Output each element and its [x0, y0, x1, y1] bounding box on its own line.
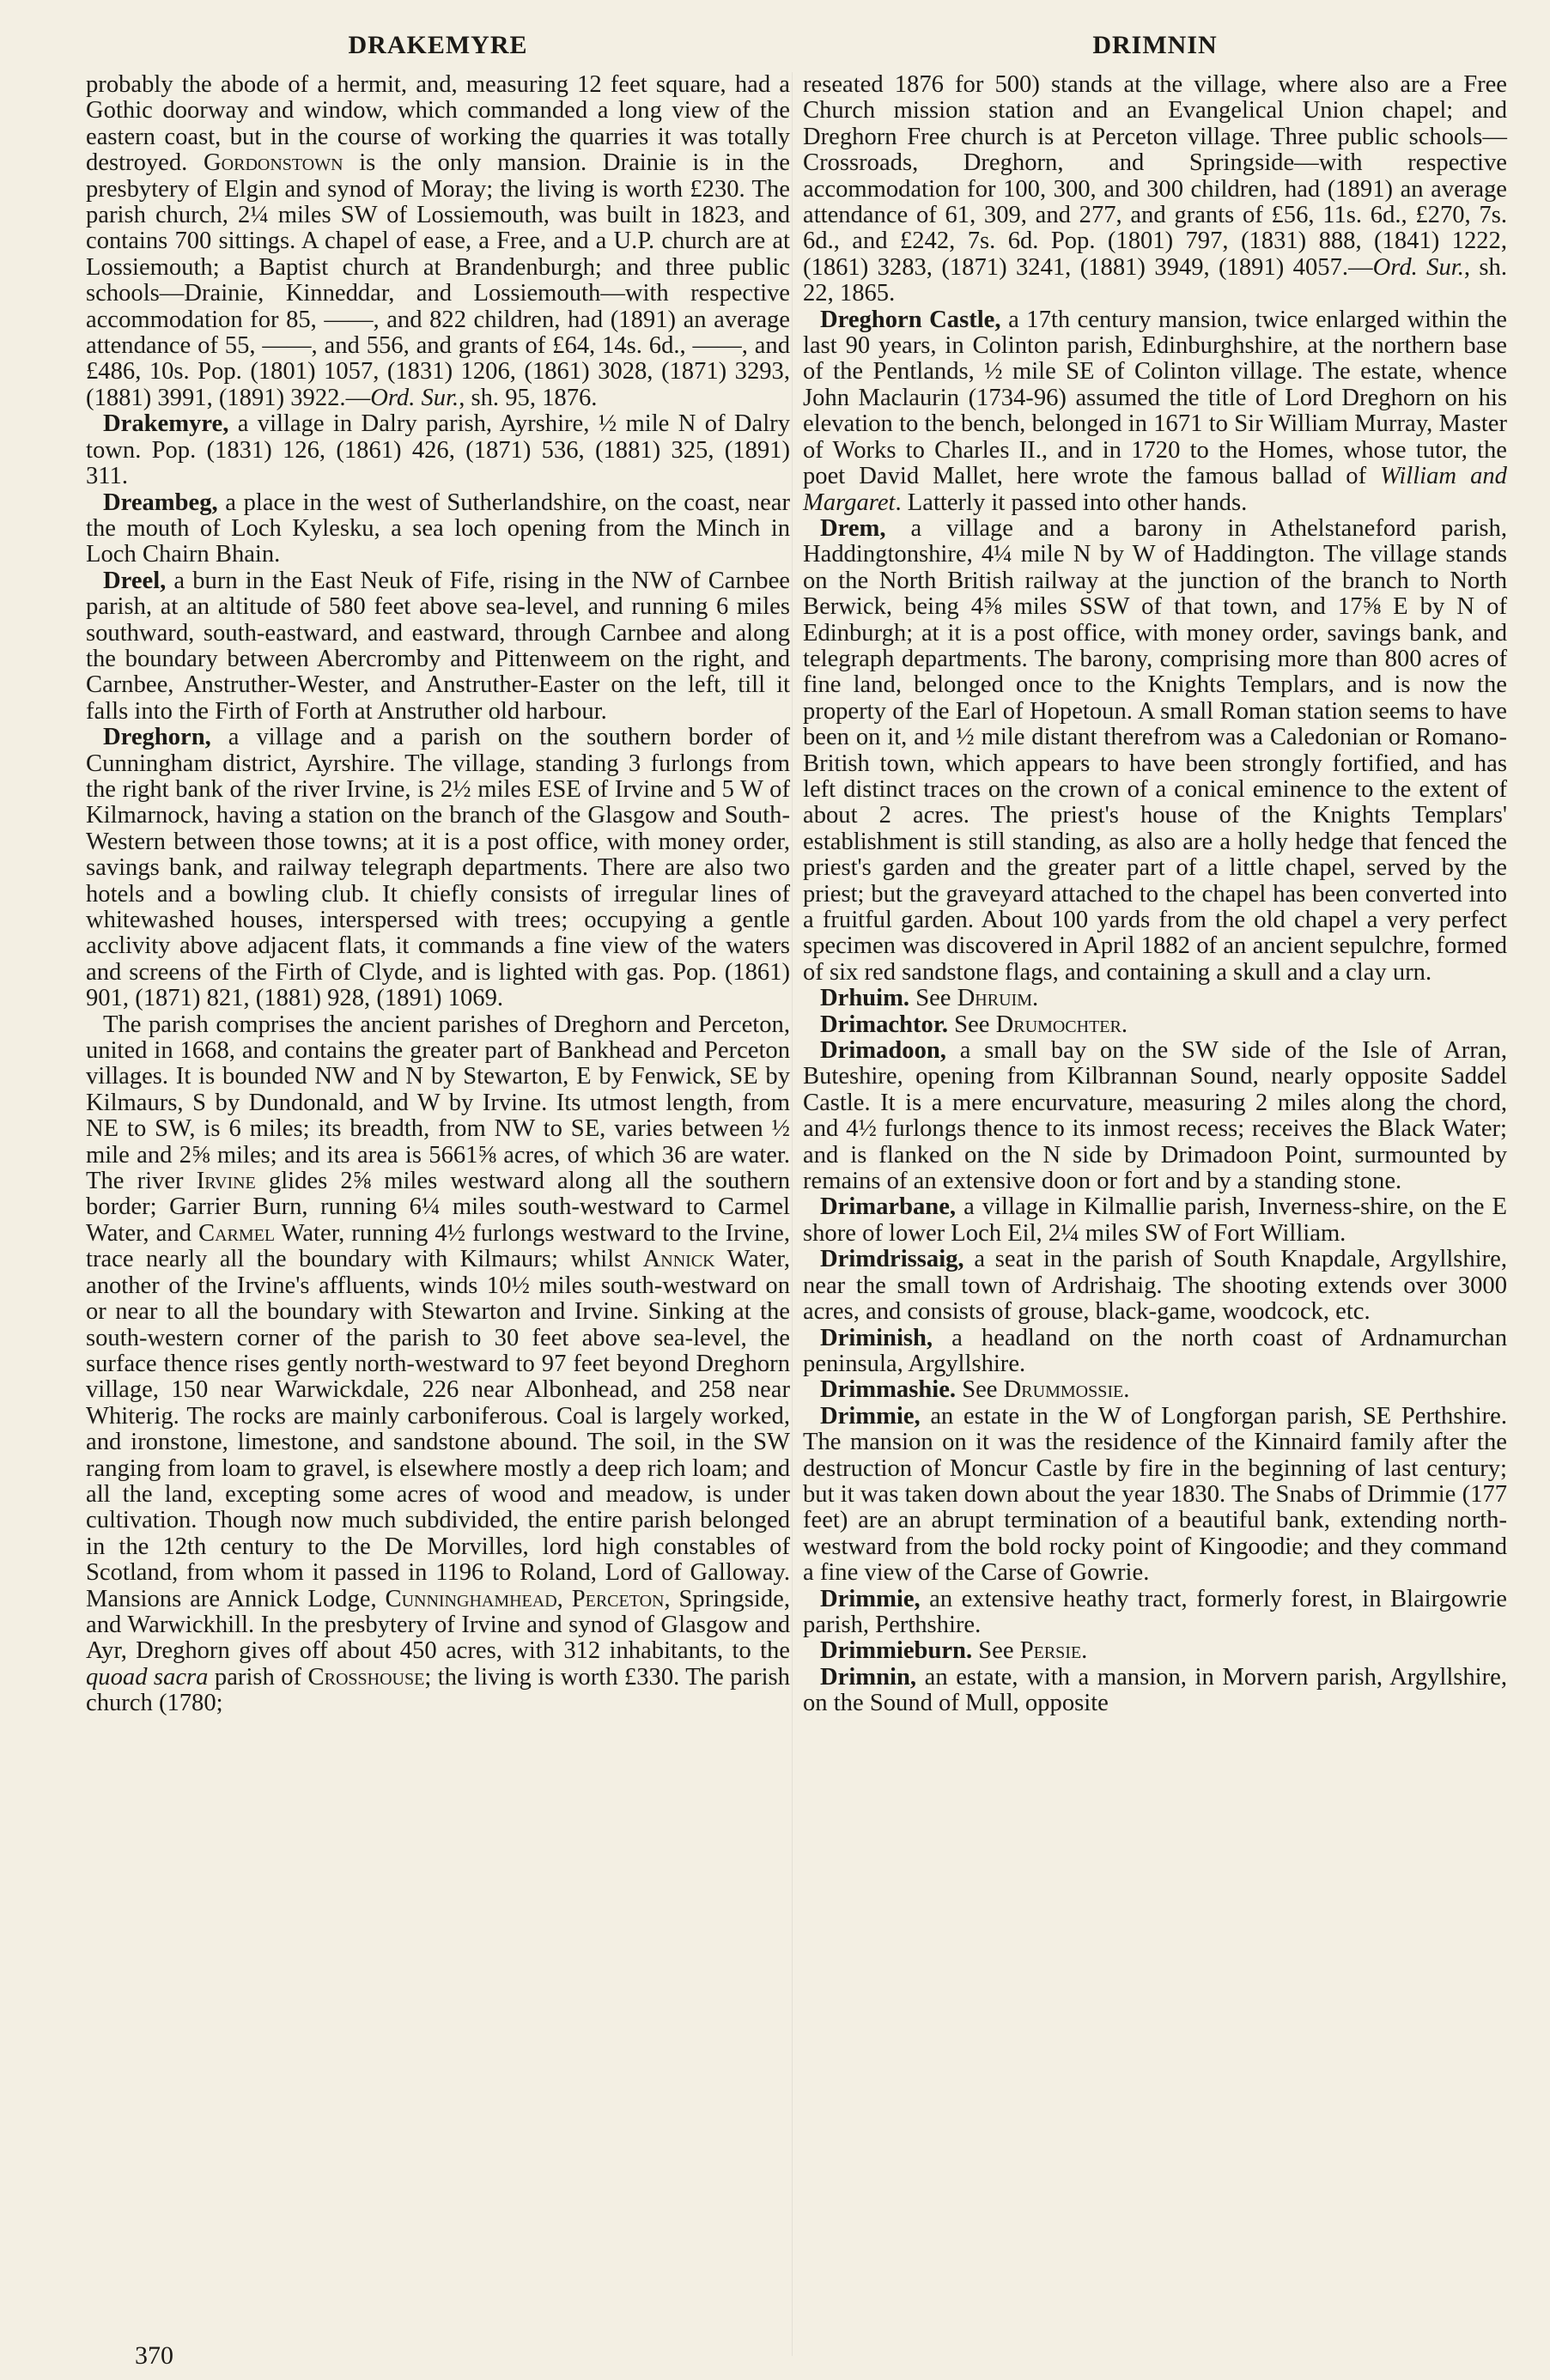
headword: Drimmie,	[820, 1402, 921, 1430]
headword: Drimarbane,	[820, 1193, 957, 1221]
entry-dreel: Dreel, a burn in the East Neuk of Fife, rising in the NW of Carnbee parish, at an altitude of 580 feet above sea-level, and running 6 miles southward, south-eastward, and eastward, through Carnbee and along the boundary between Abercromby and Pittenweem on the right, and Carnbee, Anstruther-Wester, and Anstruther-Easter on the left, till it falls into the Firth of Forth at Anstruther old harbour.	[86, 567, 790, 725]
headword: Dreel,	[103, 567, 167, 594]
entry-drimmashie: Drimmashie. See Drummossie.	[820, 1376, 1130, 1404]
headword: Driminish,	[820, 1324, 933, 1351]
entry-drimnin: Drimnin, an estate, with a mansion, in Morvern parish, Argyllshire, on the Sound of Mull, opposite	[803, 1663, 1507, 1717]
entry-dreghorn-castle: Dreghorn Castle, a 17th century mansion, twice enlarged within the last 90 years, in Colinton parish, Edinburghshire, at the northern base of the Pentlands, ½ mile SE of Colinton village. The estate, whence John Maclaurin (1734-96) assumed the title of Lord Dreghorn on his elevation to the bench, belonged in 1671 to Sir William Murray, Master of Works to Charles II., and in 1720 to the Homes, whose tutor, the poet David Mallet, here wrote the famous ballad of William and Margaret. Latterly it passed into other hands.	[803, 306, 1507, 516]
entry-drimmie-estate: Drimmie, an estate in the W of Longforgan parish, SE Perthshire. The mansion on it was the residence of the Kinnaird family after the destruction of Moncur Castle by fire in the beginning of last century; but it was taken down about the year 1830. The Snabs of Drimmie (177 feet) are an abrupt termination of a beautiful bank, extending north-westward from the bold rocky point of Kingoodie; and they command a fine view of the Carse of Gowrie.	[803, 1402, 1507, 1587]
entry-drimadoon: Drimadoon, a small bay on the SW side of the Isle of Arran, Buteshire, opening from Kilbrannan Sound, nearly opposite Saddel Castle. It is a mere encurvature, measuring 2 miles along the chord, and 4½ furlongs thence to its inmost recess; receives the Black Water; and is flanked on the N side by Drimadoon Point, surmounted by remains of an extensive doon or fort and by a standing stone.	[803, 1037, 1507, 1195]
headword: Dreghorn Castle,	[820, 306, 1001, 333]
headword: Drakemyre,	[103, 410, 229, 438]
entry-drimarbane: Drimarbane, a village in Kilmallie parish, Inverness-shire, on the E shore of lower Loch Eil, 2¼ miles SW of Fort William.	[803, 1193, 1507, 1247]
entry-drimmieburn: Drimmieburn. See Persie.	[820, 1637, 1088, 1665]
column-gutter	[792, 72, 793, 2356]
headword: Drimachtor.	[820, 1011, 949, 1038]
headword: Drimdrissaig,	[820, 1246, 964, 1273]
left-column	[86, 72, 790, 1717]
entry-drimdrissaig: Drimdrissaig, a seat in the parish of South Knapdale, Argyllshire, near the small town of Ardrishaig. The shooting extends over 3000 acres, and consists of grouse, black-game, woodcock, etc.	[803, 1246, 1507, 1326]
entry-dreghorn: Dreghorn, a village and a parish on the southern border of Cunningham district, Ayrshire. The village, standing 3 furlongs from the right bank of the river Irvine, is 2½ miles ESE of Irvine and 5 W of Kilmarnock, having a station on the branch of the Glasgow and South-Western between those towns; at it is a post office, with money order, savings bank, and railway telegraph departments. There are also two hotels and a bowling club. It chiefly consists of irregular lines of whitewashed houses, interspersed with trees; occupying a gentle acclivity above adjacent flats, it commands a fine view of the waters and screens of the Firth of Clyde, and is lighted with gas. Pop. (1861) 901, (1871) 821, (1881) 928, (1891) 1069.	[86, 724, 790, 1012]
continued-paragraph: reseated 1876 for 500) stands at the village, where also are a Free Church mission station and an Evangelical Union chapel; and Dreghorn Free church is at Perceton village. Three public schools—Crossroads, Dreghorn, and Springside—with respective accommodation for 100, 300, and 300 children, had (1891) an average attendance of 61, 309, and 277, and grants of £56, 11s. 6d., £270, 7s. 6d., and £242, 7s. 6d. Pop. (1801) 797, (1831) 888, (1841) 1222, (1861) 3283, (1871) 3241, (1881) 3949, (1891) 4057.—Ord. Sur., sh. 22, 1865.	[803, 71, 1508, 307]
headword: Drimnin,	[820, 1663, 917, 1691]
page-number: 370	[135, 2341, 173, 2370]
running-header-right: DRIMNIN	[1092, 31, 1218, 59]
running-header-left: DRAKEMYRE	[348, 31, 528, 59]
entry-dreambeg: Dreambeg, a place in the west of Sutherlandshire, on the coast, near the mouth of Loch Kylesku, a sea loch opening from the Minch in Loch Chairn Bhain.	[86, 489, 790, 568]
headword: Drem,	[820, 514, 886, 542]
headword: Drimmashie.	[820, 1376, 957, 1404]
entry-dreghorn-parish: The parish comprises the ancient parishes of Dreghorn and Perceton, united in 1668, and contains the greater part of Bankhead and Perceton villages. It is bounded NW and N by Stewarton, E by Fenwick, SE by Kilmaurs, S by Dundonald, and W by Irvine. Its utmost length, from NE to SW, is 6 miles; its breadth, from NW to SE, varies between ½ mile and 2⅝ miles; and its area is 5661⅝ acres, of which 36 are water. The river Irvine glides 2⅝ miles westward along all the southern border; Garrier Burn, running 6¼ miles south-westward to Carmel Water, and Carmel Water, running 4½ furlongs westward to the Irvine, trace nearly all the boundary with Kilmaurs; whilst Annick Water, another of the Irvine's affluents, winds 10½ miles south-westward on or near to all the boundary with Stewarton and Irvine. Sinking at the south-western corner of the parish to 30 feet above sea-level, the surface thence rises gently north-westward to 97 feet beyond Dreghorn village, 150 near Warwickdale, 226 near Albonhead, and 258 near Whiterig. The rocks are mainly carboniferous. Coal is largely worked, and ironstone, limestone, and sandstone abound. The soil, in the SW ranging from loam to gravel, is elsewhere mostly a deep rich loam; and all the land, excepting some acres of wood and meadow, is under cultivation. Though now much subdivided, the entire parish belonged in the 12th century to the De Morvilles, lord high constables of Scotland, from whom it passed in 1196 to Roland, Lord of Galloway. Mansions are Annick Lodge, Cunninghamhead, Perceton, Springside, and Warwickhill. In the presbytery of Irvine and synod of Glasgow and Ayr, Dreghorn gives off about 450 acres, with 312 inhabitants, to the quoad sacra parish of Crosshouse; the living is worth £330. The parish church (1780;	[86, 1011, 791, 1717]
entry-drem: Drem, a village and a barony in Athelstaneford parish, Haddingtonshire, 4¼ mile N by W of Haddington. The village stands on the North British railway at the junction of the branch to North Berwick, being 4⅝ miles SSW of that town, and 17⅝ E by N of Edinburgh; at it is a post office, with money order, savings bank, and telegraph departments. The barony, comprising more than 800 acres of fine land, belonged once to the Knights Templars, and is now the property of the Earl of Hopetoun. A small Roman station seems to have been on it, and ½ mile distant therefrom was a Caledonian or Romano-British town, which appears to have been strongly fortified, and has left distinct traces on the crown of a conical eminence to the extent of about 2 acres. The priest's house of the Knights Templars' establishment is still standing, as also are a holly hedge that fenced the priest's garden and the greater part of a little chapel, served by the priest; but the graveyard attached to the chapel has been converted into a fruitful garden. About 100 yards from the old chapel a very perfect specimen was discovered in April 1882 of an ancient sepulchre, formed of six red sandstone flags, and containing a skull and a clay urn.	[803, 514, 1507, 986]
headword: Drimmie,	[820, 1585, 921, 1612]
headword: Drimmieburn.	[820, 1637, 973, 1665]
entry-drimachtor: Drimachtor. See Drumochter.	[820, 1011, 1128, 1038]
entry-driminish: Driminish, a headland on the north coast of Ardnamurchan peninsula, Argyllshire.	[803, 1324, 1507, 1377]
right-column	[803, 72, 1507, 1717]
headword: Drimadoon,	[820, 1037, 946, 1065]
headword: Dreghorn,	[103, 724, 211, 751]
entry-drimmie-tract: Drimmie, an extensive heathy tract, formerly forest, in Blairgowrie parish, Perthshire.	[803, 1585, 1507, 1638]
headword: Drhuim.	[820, 985, 910, 1012]
entry-drakemyre: Drakemyre, a village in Dalry parish, Ayrshire, ½ mile N of Dalry town. Pop. (1831) 126, (1861) 426, (1871) 536, (1881) 325, (1891) 311.	[86, 410, 790, 490]
entry-drhuim: Drhuim. See Dhruim.	[820, 985, 1039, 1012]
continued-paragraph: probably the abode of a hermit, and, measuring 12 feet square, had a Gothic doorway and window, which commanded a long view of the eastern coast, but in the course of working the quarries it was totally destroyed. Gordonstown is the only mansion. Drainie is in the presbytery of Elgin and synod of Moray; the living is worth £230. The parish church, 2¼ miles SW of Lossiemouth, was built in 1823, and contains 700 sittings. A chapel of ease, a Free, and a U.P. church are at Lossiemouth; a Baptist church at Brandenburgh; and three public schools—Drainie, Kinneddar, and Lossiemouth—with respective accommodation for 85, ——, and 822 children, had (1891) an average attendance of 55, ——, and 556, and grants of £64, 14s. 6d., ——, and £486, 10s. Pop. (1801) 1057, (1831) 1206, (1861) 3028, (1871) 3293, (1881) 3991, (1891) 3922.—Ord. Sur., sh. 95, 1876.	[86, 71, 790, 411]
headword: Dreambeg,	[103, 489, 218, 516]
